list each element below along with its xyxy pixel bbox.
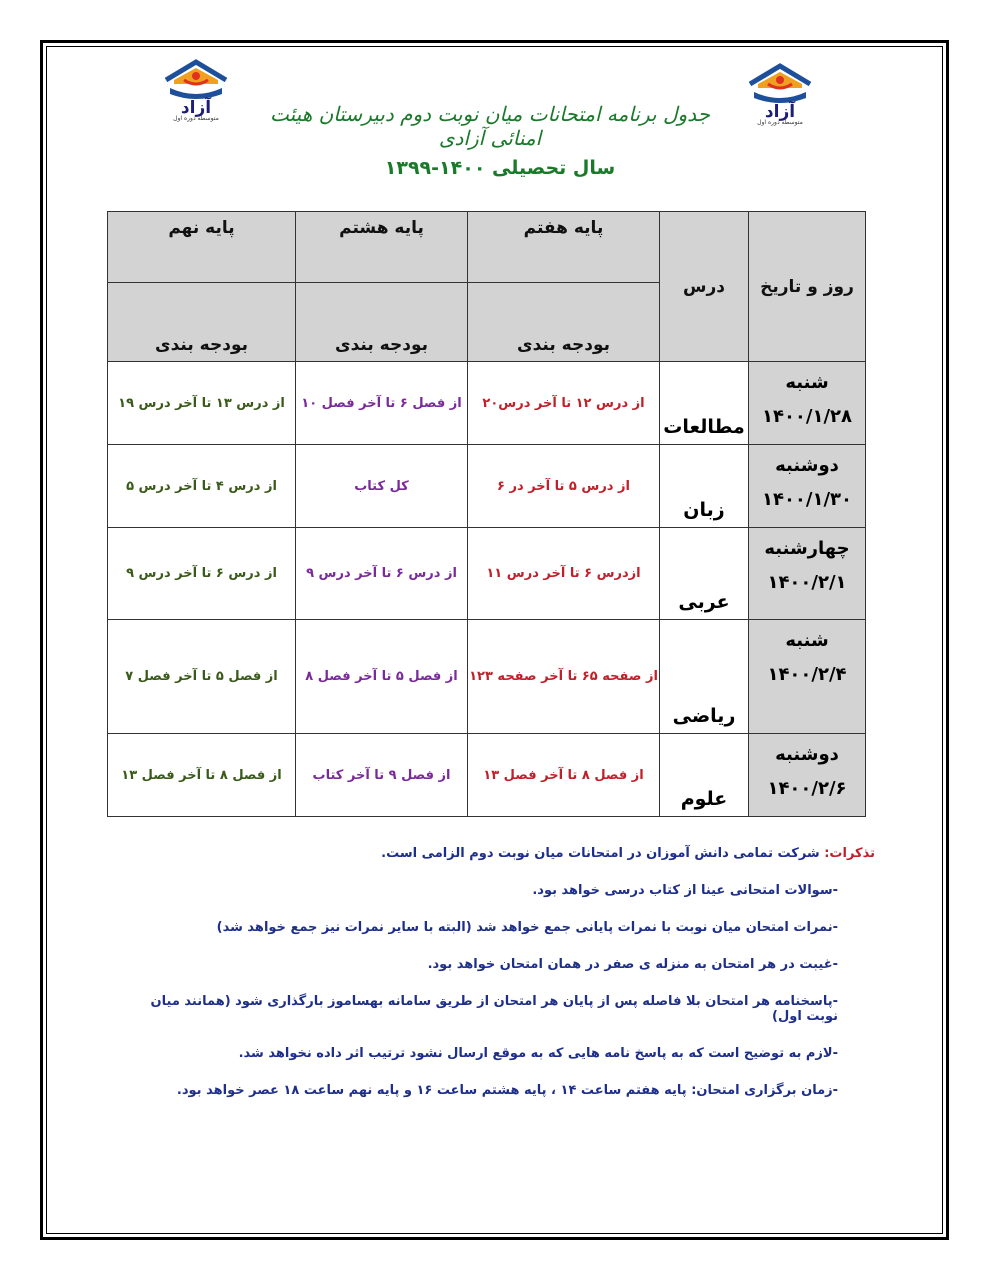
lesson-name: مطالعات xyxy=(660,362,749,445)
table-row xyxy=(108,620,866,734)
note-item: -لازم به توضیح است که به پاسخ نامه هایی که به موقع ارسال نشود ترتیب اثر داده نخواهد شد. xyxy=(238,1046,838,1061)
grade-7-range: از فصل ۸ تا آخر فصل ۱۳ xyxy=(468,734,660,817)
logo-text: آزاد xyxy=(764,102,796,122)
exam-schedule-table xyxy=(107,211,866,817)
table-row xyxy=(108,734,866,817)
logo-text: آزاد xyxy=(180,98,212,118)
grade-7-range: ازدرس ۶ تا آخر درس ۱۱ xyxy=(468,528,660,620)
day-date-cell xyxy=(749,362,866,445)
day-date-cell xyxy=(749,445,866,528)
header-budget-9: بودجه بندی xyxy=(108,283,296,362)
notes-lead-text: شرکت تمامی دانش آموزان در امتحانات میان نوبت دوم الزامی است. xyxy=(381,846,825,861)
page-title: جدول برنامه امتحانات میان نوبت دوم دبیرستان هیئت امنائی آزادی xyxy=(270,102,710,150)
grade-8-range: از فصل ۶ تا آخر فصل ۱۰ xyxy=(296,362,468,445)
day-name: چهارشنبه xyxy=(764,538,850,559)
house-book-icon xyxy=(160,58,232,102)
grade-9-range: از درس ۶ تا آخر درس ۹ xyxy=(108,528,296,620)
lesson-name: ریاضی xyxy=(660,620,749,734)
grade-7-range: از درس ۱۲ تا آخر درس۲۰ xyxy=(468,362,660,445)
day-name: دوشنبه xyxy=(775,744,839,765)
exam-date: ۱۴۰۰/۲/۴ xyxy=(767,664,847,685)
house-book-icon xyxy=(744,62,816,106)
day-name: شنبه xyxy=(785,630,829,651)
day-date-cell xyxy=(749,528,866,620)
note-item: -پاسخنامه هر امتحان بلا فاصله پس از پایان هر امتحان از طریق سامانه بهساموز بارگذاری شود (همانند میان نوبت اول) xyxy=(150,994,838,1024)
grade-8-range: از فصل ۹ تا آخر کتاب xyxy=(296,734,468,817)
grade-8-range: کل کتاب xyxy=(296,445,468,528)
note-item: -نمرات امتحان میان نوبت با نمرات پایانی جمع خواهد شد (البته با سایر نمرات نیز جمع خواهد شد) xyxy=(216,920,838,935)
exam-date: ۱۴۰۰/۱/۲۸ xyxy=(761,406,853,427)
day-name: دوشنبه xyxy=(775,455,839,476)
lesson-name: عربی xyxy=(660,528,749,620)
notes-section xyxy=(120,846,875,1120)
academic-year: سال تحصیلی ۱۴۰۰-۱۳۹۹ xyxy=(384,157,616,179)
day-date-cell xyxy=(749,620,866,734)
header-budget-7: بودجه بندی xyxy=(468,283,660,362)
day-name: شنبه xyxy=(785,372,829,393)
exam-date: ۱۴۰۰/۲/۶ xyxy=(767,778,847,799)
grade-9-range: از فصل ۵ تا آخر فصل ۷ xyxy=(108,620,296,734)
note-item: -غیبت در هر امتحان به منزله ی صفر در همان امتحان خواهد بود. xyxy=(427,957,838,972)
notes-lead xyxy=(120,846,875,861)
logo-subtext: متوسطه دوره اول xyxy=(173,115,219,122)
grade-8-range: از فصل ۵ تا آخر فصل ۸ xyxy=(296,620,468,734)
grade-9-range: از فصل ۸ تا آخر فصل ۱۳ xyxy=(108,734,296,817)
header-grade-9: پایه نهم xyxy=(108,212,296,283)
exam-date: ۱۴۰۰/۱/۳۰ xyxy=(761,489,853,510)
header-lesson: درس xyxy=(660,212,749,362)
table-row xyxy=(108,445,866,528)
school-logo-left xyxy=(160,58,232,120)
note-item: -سوالات امتحانی عینا از کتاب درسی خواهد بود. xyxy=(532,883,838,898)
grade-7-range: از صفحه ۶۵ تا آخر صفحه ۱۲۳ xyxy=(468,620,660,734)
grade-9-range: از درس ۱۳ تا آخر درس ۱۹ xyxy=(108,362,296,445)
school-logo-right xyxy=(744,62,816,124)
note-item: -زمان برگزاری امتحان: پایه هفتم ساعت ۱۴ ، پایه هشتم ساعت ۱۶ و پایه نهم ساعت ۱۸ عصر خواهد بود. xyxy=(176,1083,838,1098)
day-date-cell xyxy=(749,734,866,817)
grade-9-range: از درس ۴ تا آخر درس ۵ xyxy=(108,445,296,528)
lesson-name: زبان xyxy=(660,445,749,528)
notes-label: تذکرات: xyxy=(824,846,875,861)
header-budget-8: بودجه بندی xyxy=(296,283,468,362)
exam-date: ۱۴۰۰/۲/۱ xyxy=(767,572,847,593)
logo-subtext: متوسطه دوره اول xyxy=(757,119,803,126)
grade-7-range: از درس ۵ تا آخر در ۶ xyxy=(468,445,660,528)
table-row xyxy=(108,362,866,445)
grade-8-range: از درس ۶ تا آخر درس ۹ xyxy=(296,528,468,620)
header-grade-7: پایه هفتم xyxy=(468,212,660,283)
table-header-row xyxy=(108,212,866,283)
header-day-date: روز و تاریخ xyxy=(749,212,866,362)
lesson-name: علوم xyxy=(660,734,749,817)
table-row xyxy=(108,528,866,620)
header-grade-8: پایه هشتم xyxy=(296,212,468,283)
